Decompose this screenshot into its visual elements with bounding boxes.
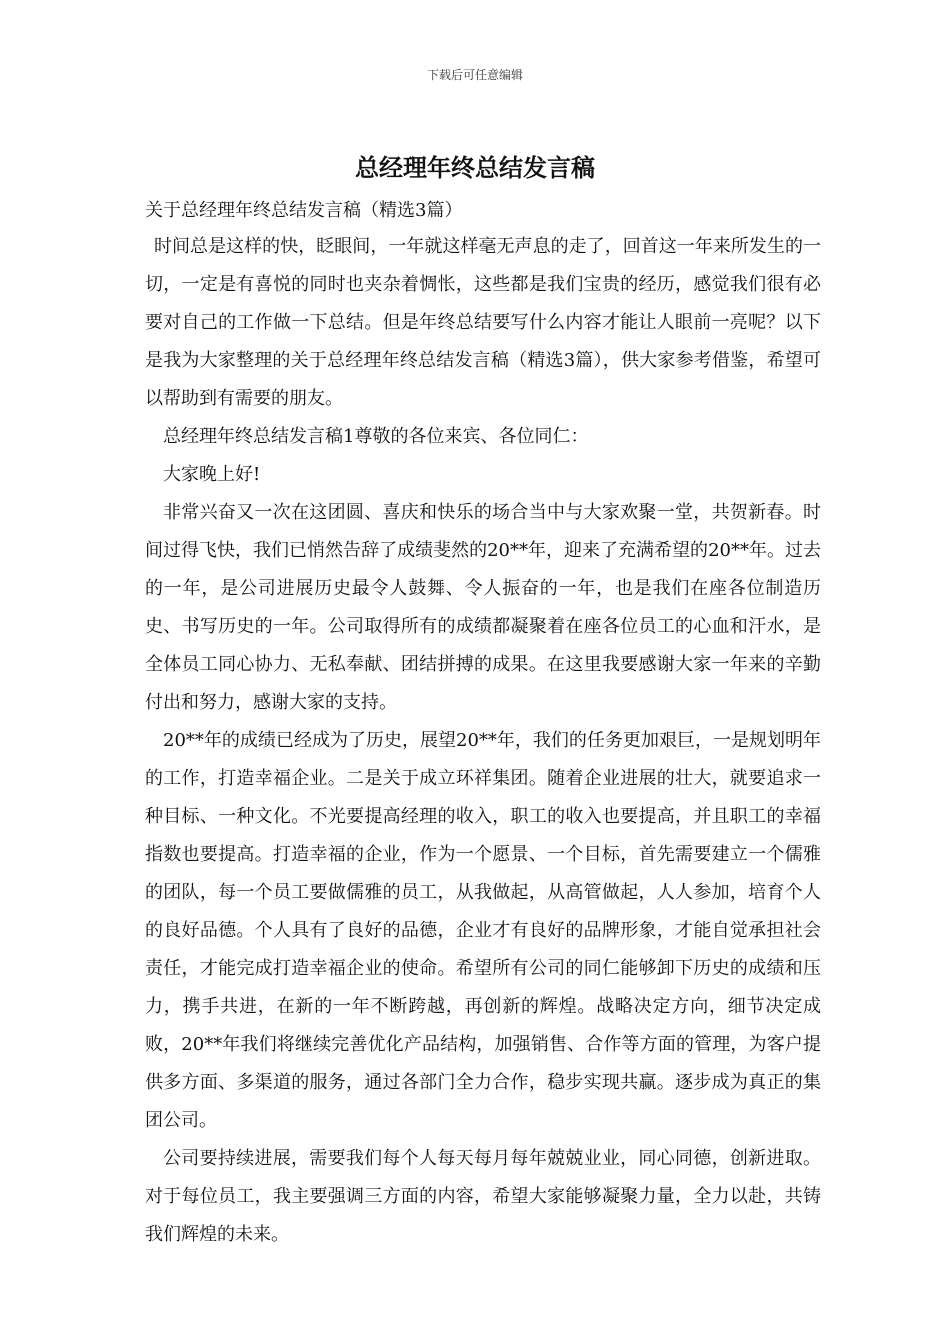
document-title: 总经理年终总结发言稿 [355, 153, 595, 182]
paragraph-intro: 时间总是这样的快，眨眼间，一年就这样毫无声息的走了，回首这一年来所发生的一切，一定是有喜悦的同时也夹杂着惆怅，这些都是我们宝贵的经历，感觉我们很有必要对自己的工作做一下总结。但是年终总结要写什么内容才能让人眼前一亮呢？以下是我为大家整理的关于总经理年终总结发言稿（精选3篇），供大家参考借鉴，希望可以帮助到有需要的朋友。 [145, 236, 821, 409]
paragraph-body: 公司要持续进展，需要我们每个人每天每月每年兢兢业业，同心同德，创新进取。对于每位员工，我主要强调三方面的内容，希望大家能够凝聚力量，全力以赴，共铸我们辉煌的未来。 [145, 1148, 821, 1245]
paragraph-speech-heading: 总经理年终总结发言稿1尊敬的各位来宾、各位同仁： [163, 426, 589, 447]
document-body [145, 196, 821, 1254]
paragraph-greeting: 大家晚上好! [163, 464, 261, 485]
document-subtitle: 关于总经理年终总结发言稿（精选3篇） [145, 200, 463, 221]
header-note: 下载后可任意编辑 [426, 68, 523, 82]
paragraph-body: 20**年的成绩已经成为了历史，展望20**年，我们的任务更加艰巨，一是规划明年的工作，打造幸福企业。二是关于成立环祥集团。随着企业进展的壮大，就要追求一种目标、一种文化。不光要提高经理的收入，职工的收入也要提高，并且职工的幸福指数也要提高。打造幸福的企业，作为一个愿景、一个目标，首先需要建立一个儒雅的团队，每一个员工要做儒雅的员工，从我做起，从高管做起，人人参加，培育个人的良好品德。个人具有了良好的品德，企业才有良好的品牌形象，才能自觉承担社会责任，才能完成打造幸福企业的使命。希望所有公司的同仁能够卸下历史的成绩和压力，携手共进，在新的一年不断跨越，再创新的辉煌。战略决定方向，细节决定成败，20**年我们将继续完善优化产品结构，加强销售、合作等方面的管理，为客户提供多方面、多渠道的服务，通过各部门全力合作，稳步实现共赢。逐步成为真正的集团公司。 [145, 730, 821, 1131]
paragraph-body: 非常兴奋又一次在这团圆、喜庆和快乐的场合当中与大家欢聚一堂，共贺新春。时间过得飞快，我们已悄然告辞了成绩斐然的20**年，迎来了充满希望的20**年。过去的一年，是公司进展历史最令人鼓舞、令人振奋的一年，也是我们在座各位制造历史、书写历史的一年。公司取得所有的成绩都凝聚着在座各位员工的心血和汗水，是全体员工同心协力、无私奉献、团结拼搏的成果。在这里我要感谢大家一年来的辛勤付出和努力，感谢大家的支持。 [145, 502, 821, 713]
